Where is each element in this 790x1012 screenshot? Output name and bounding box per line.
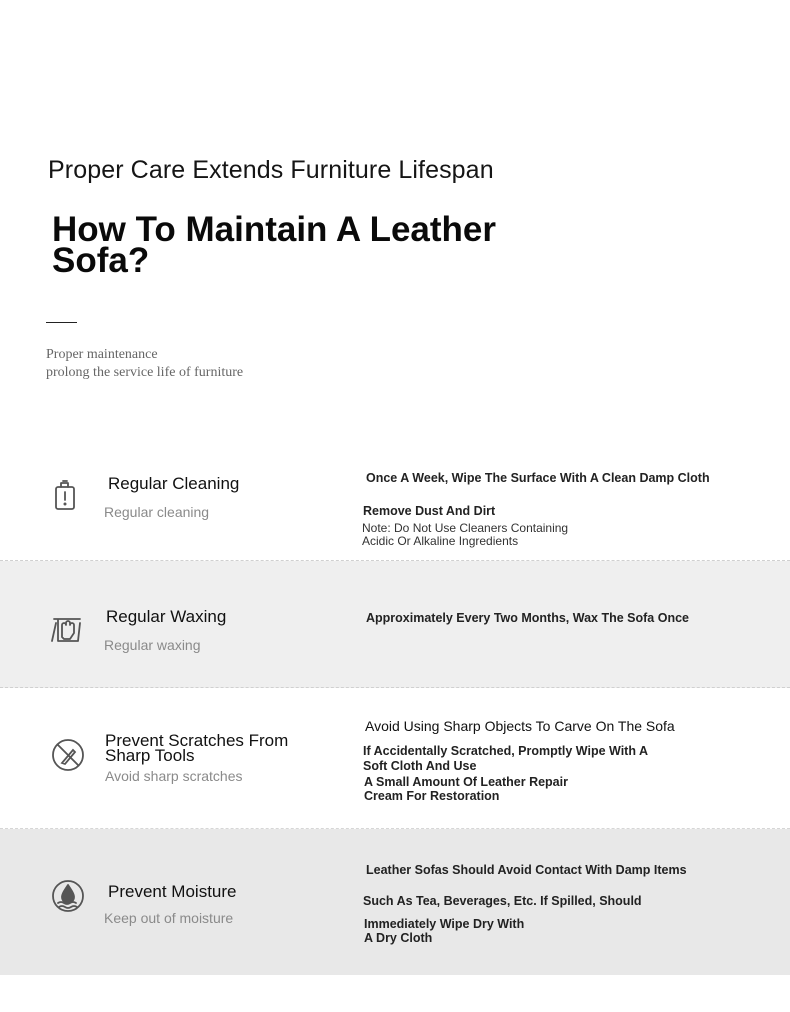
tip-row-moisture (0, 829, 790, 975)
tip-line: Soft Cloth And Use (363, 759, 477, 773)
tip-title: Prevent Moisture (108, 882, 237, 901)
tip-subtitle: Avoid sharp scratches (105, 768, 243, 784)
tip-line: Once A Week, Wipe The Surface With A Clean Damp Cloth (366, 471, 710, 485)
tip-note-line: Acidic Or Alkaline Ingredients (362, 534, 519, 548)
no-knife-icon (51, 738, 85, 772)
tip-row-scratches (0, 688, 790, 829)
tip-row-cleaning (0, 448, 790, 561)
intro-line-1: Proper maintenance (46, 347, 158, 362)
tip-line: Leather Sofas Should Avoid Contact With Damp Items (366, 863, 687, 877)
tip-title: Prevent Scratches From Sharp Tools (105, 731, 289, 765)
page-title: How To Maintain A Leather Sofa? (52, 210, 496, 280)
water-drop-icon (51, 879, 85, 913)
tip-line: A Dry Cloth (364, 931, 433, 945)
tip-row-waxing (0, 561, 790, 688)
tip-line: Approximately Every Two Months, Wax The Sofa Once (366, 611, 689, 625)
tip-line: Remove Dust And Dirt (363, 504, 496, 518)
tip-line: A Small Amount Of Leather Repair (364, 775, 568, 789)
tip-line: If Accidentally Scratched, Promptly Wipe With A (363, 744, 649, 758)
tip-line: Avoid Using Sharp Objects To Carve On The Sofa (365, 718, 675, 734)
tip-subtitle: Regular cleaning (104, 504, 210, 520)
tip-title: Regular Cleaning (108, 474, 240, 493)
tip-subtitle: Keep out of moisture (104, 910, 234, 926)
hand-wipe-icon (50, 611, 84, 645)
tip-line: Such As Tea, Beverages, Etc. If Spilled, Should (363, 894, 642, 908)
intro-text (46, 346, 243, 382)
tip-line: Cream For Restoration (364, 789, 500, 803)
tip-title: Regular Waxing (106, 607, 227, 626)
section-kicker: Proper Care Extends Furniture Lifespan (48, 156, 494, 184)
tip-line: Immediately Wipe Dry With (364, 917, 525, 931)
tip-note-line: Note: Do Not Use Cleaners Containing (362, 521, 569, 535)
tip-subtitle: Regular waxing (104, 637, 201, 653)
intro-line-2: prolong the service life of furniture (46, 365, 244, 380)
spray-bottle-icon (48, 477, 82, 511)
title-divider (46, 322, 77, 323)
